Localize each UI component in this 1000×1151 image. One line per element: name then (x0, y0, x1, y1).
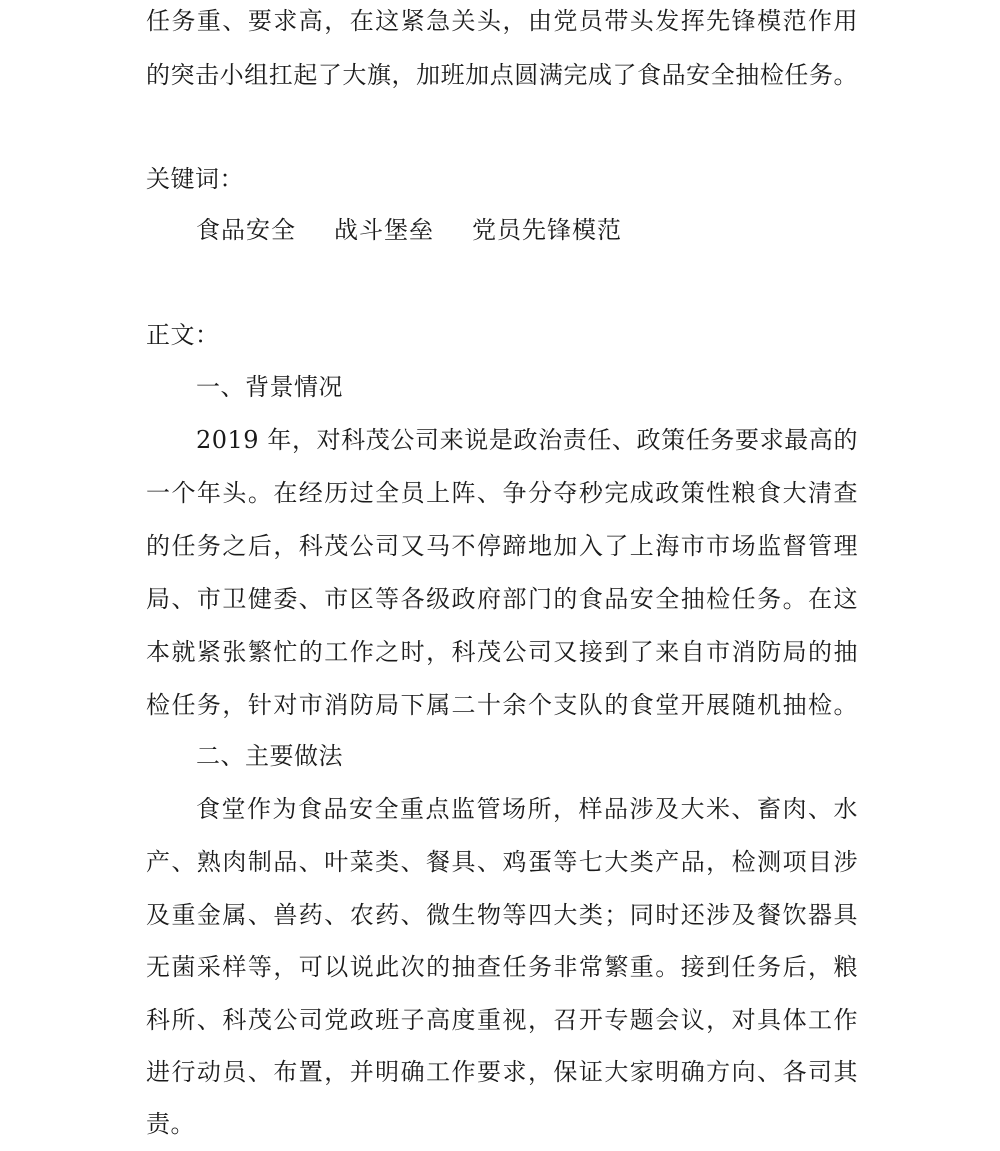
section2-line-7: 责。 (146, 1110, 195, 1138)
section2-title: 二、主要做法 (196, 742, 343, 770)
section1-line-4: 局、市卫健委、市区等各级政府部门的食品安全抽检任务。在这 (146, 585, 858, 613)
section2-line-1: 食堂作为食品安全重点监管场所，样品涉及大米、畜肉、水 (196, 795, 858, 823)
keywords-heading: 关键词： (146, 165, 244, 193)
section1-line-2: 一个年头。在经历过全员上阵、争分夺秒完成政策性粮食大清查 (146, 479, 858, 507)
intro-line-2: 的突击小组扛起了大旗，加班加点圆满完成了食品安全抽检任务。 (146, 61, 858, 89)
section1-title: 一、背景情况 (196, 373, 343, 401)
keyword-item-fortress: 战斗堡垒 (334, 216, 434, 244)
section1-line-5: 本就紧张繁忙的工作之时，科茂公司又接到了来自市消防局的抽 (146, 638, 858, 666)
body-heading: 正文： (146, 321, 220, 349)
section2-line-3: 及重金属、兽药、农药、微生物等四大类；同时还涉及餐饮器具 (146, 901, 858, 929)
keyword-item-food-safety: 食品安全 (196, 216, 296, 244)
section1-line-1: 2019 年，对科茂公司来说是政治责任、政策任务要求最高的 (196, 426, 858, 454)
keyword-item-party-member: 党员先锋模范 (472, 216, 622, 244)
section2-line-2: 产、熟肉制品、叶菜类、餐具、鸡蛋等七大类产品，检测项目涉 (146, 848, 858, 876)
section1-line-3: 的任务之后，科茂公司又马不停蹄地加入了上海市市场监督管理 (146, 532, 858, 560)
section2-line-4: 无菌采样等，可以说此次的抽查任务非常繁重。接到任务后，粮 (146, 953, 858, 981)
section2-line-6: 进行动员、布置，并明确工作要求，保证大家明确方向、各司其 (146, 1058, 858, 1086)
section2-line-5: 科所、科茂公司党政班子高度重视，召开专题会议，对具体工作 (146, 1006, 858, 1034)
section1-line-6: 检任务，针对市消防局下属二十余个支队的食堂开展随机抽检。 (146, 691, 858, 719)
intro-line-1: 任务重、要求高，在这紧急关头，由党员带头发挥先锋模范作用 (146, 7, 858, 35)
